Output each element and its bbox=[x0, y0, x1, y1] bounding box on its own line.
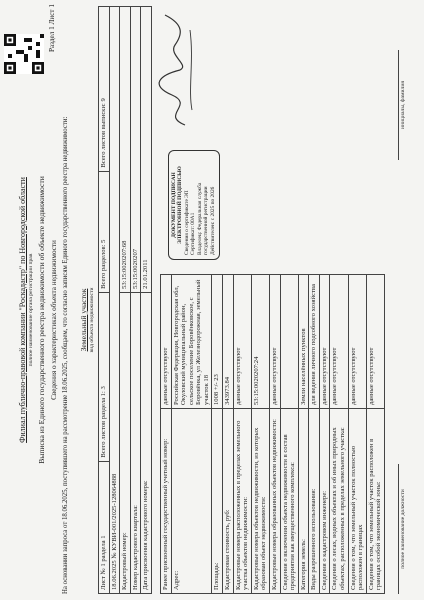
initials-label: инициалы, фамилия bbox=[400, 81, 406, 129]
table-row-value: 53:15:0020207:68 bbox=[120, 7, 131, 293]
handwritten-signature bbox=[150, 10, 200, 130]
table-row-label: Дата присвоения кадастрового номера: bbox=[141, 292, 152, 593]
stamp-title: ДОКУМЕНТ ПОДПИСАН bbox=[171, 172, 177, 238]
table-row-label: Сведения о том, что земельный участок полностью расположен в границах bbox=[348, 408, 366, 593]
sheets-in-section: Всего листов раздела 1: 3 bbox=[99, 292, 110, 461]
table-row-label: Кадастровые номера расположенных в пределах земельного участка объектов недвижимости: bbox=[233, 408, 251, 593]
table-row bbox=[171, 275, 212, 594]
e-signature-stamp bbox=[168, 150, 220, 260]
section-label: Раздел 1 Лист 1 bbox=[48, 4, 56, 52]
position-label: полное наименование должности bbox=[400, 489, 406, 569]
sheet-number: Лист № 1 раздела 1 bbox=[99, 461, 110, 593]
table-row bbox=[223, 275, 234, 594]
table-row bbox=[233, 275, 251, 594]
table-row-label: Кадастровая стоимость, руб: bbox=[223, 408, 234, 593]
table-row-value: данные отсутствуют bbox=[366, 275, 384, 409]
request-text: На основании запроса от 18.06.2025, поступившего на рассмотрение 18.06.2025, сообщаем, что согласно записям Единого государственного реестра недвижимости: bbox=[62, 116, 69, 594]
table-row-label: Адрес: bbox=[171, 408, 212, 593]
document-subtitle: Сведения о характеристиках объекта недвижимости bbox=[50, 240, 58, 400]
document-title: Выписка из Единого государственного реестра недвижимости об объекте недвижимости bbox=[37, 176, 46, 464]
table-row-value: данные отсутствуют bbox=[330, 275, 348, 409]
table-row bbox=[366, 275, 384, 594]
table-row bbox=[212, 275, 223, 594]
stamp-line: Сертификат: 00A1 bbox=[190, 212, 197, 255]
table-row bbox=[251, 275, 269, 594]
stamp-line: Владелец: Федеральная служба государственной регистрации bbox=[196, 182, 210, 255]
table-row-label: Категория земель: bbox=[298, 408, 309, 593]
sections-total: Всего разделов: 5 bbox=[99, 171, 110, 292]
table-row-value: данные отсутствуют bbox=[348, 275, 366, 409]
statement-number: 18.06.2025 № КУВИ-001/2025-128064888 bbox=[109, 7, 120, 594]
table-row bbox=[319, 275, 330, 594]
table-row-label: Кадастровые номера образованных объектов недвижимости: bbox=[269, 408, 280, 593]
summary-table bbox=[98, 6, 152, 594]
table-row bbox=[269, 275, 280, 594]
org-name: Филиал публично-правовой компании "Роскадастр" по Новгородской области bbox=[18, 177, 27, 443]
table-row-label: Сведения о кадастровом инженере: bbox=[319, 408, 330, 593]
table-row-value: 53:15:0020207 bbox=[130, 7, 141, 293]
table-row-value bbox=[280, 275, 298, 409]
table-row-label: Кадастровые номера объектов недвижимости, из которых образован объект недвижимости: bbox=[251, 408, 269, 593]
table-row-label: Площадь: bbox=[212, 408, 223, 593]
object-type-sublabel: вид объекта недвижимости bbox=[89, 287, 95, 353]
table-row-value: данные отсутствуют bbox=[161, 275, 172, 409]
table-row-value: данные отсутствуют bbox=[233, 275, 251, 409]
sheets-total: Всего листов выписки: 9 bbox=[99, 7, 110, 172]
table-row-value: 343973.84 bbox=[223, 275, 234, 409]
table-row-value: Российская Федерация, Новгородская обл, Окуловский муниципальный район, сельское поселение Боровёнковское, с Боровёнка, ул Железнодорожная, земельный участок 18 bbox=[171, 275, 212, 409]
table-row-label: Ранее присвоенный государственный учетный номер: bbox=[161, 408, 172, 593]
characteristics-table bbox=[160, 274, 385, 594]
table-row-label: Сведения о включении объекта недвижимости в состав предприятия как имущественного комплекса: bbox=[280, 408, 298, 593]
table-row bbox=[280, 275, 298, 594]
table-row-value: для ведения личного подсобного хозяйства bbox=[309, 275, 320, 409]
table-row bbox=[348, 275, 366, 594]
table-row-value: 1008 +/- 23 bbox=[212, 275, 223, 409]
table-row bbox=[298, 275, 309, 594]
table-row-value: данные отсутствуют bbox=[319, 275, 330, 409]
object-type: Земельный участок bbox=[79, 288, 88, 352]
stamp-line: Сведения о сертификате ЭП bbox=[183, 190, 190, 255]
table-row-label: Кадастровый номер: bbox=[120, 292, 131, 593]
table-row bbox=[330, 275, 348, 594]
stamp-line: Действителен: с 2025 по 2026 bbox=[209, 186, 216, 255]
table-row-value: 21.01.2011 bbox=[141, 7, 152, 293]
table-row-label: Виды разрешенного использования: bbox=[309, 408, 320, 593]
stamp-subtitle: ЭЛЕКТРОННОЙ ПОДПИСЬЮ bbox=[177, 166, 184, 244]
org-sublabel: полное наименование органа регистрации прав bbox=[28, 253, 34, 367]
table-row bbox=[161, 275, 172, 594]
table-row-value: 53:15:0020207:24 bbox=[251, 275, 269, 409]
table-row-label: Номер кадастрового квартала: bbox=[130, 292, 141, 593]
table-row-label: Сведения о том, что земельный участок расположен в границах особой экономической зоны: bbox=[366, 408, 384, 593]
table-row-label: Сведения о лесах, водных объектах и об иных природных объектах, расположенных в пределах земельного участка: bbox=[330, 408, 348, 593]
table-row-value: Земли населённых пунктов bbox=[298, 275, 309, 409]
table-row-value: данные отсутствуют bbox=[269, 275, 280, 409]
table-row bbox=[309, 275, 320, 594]
